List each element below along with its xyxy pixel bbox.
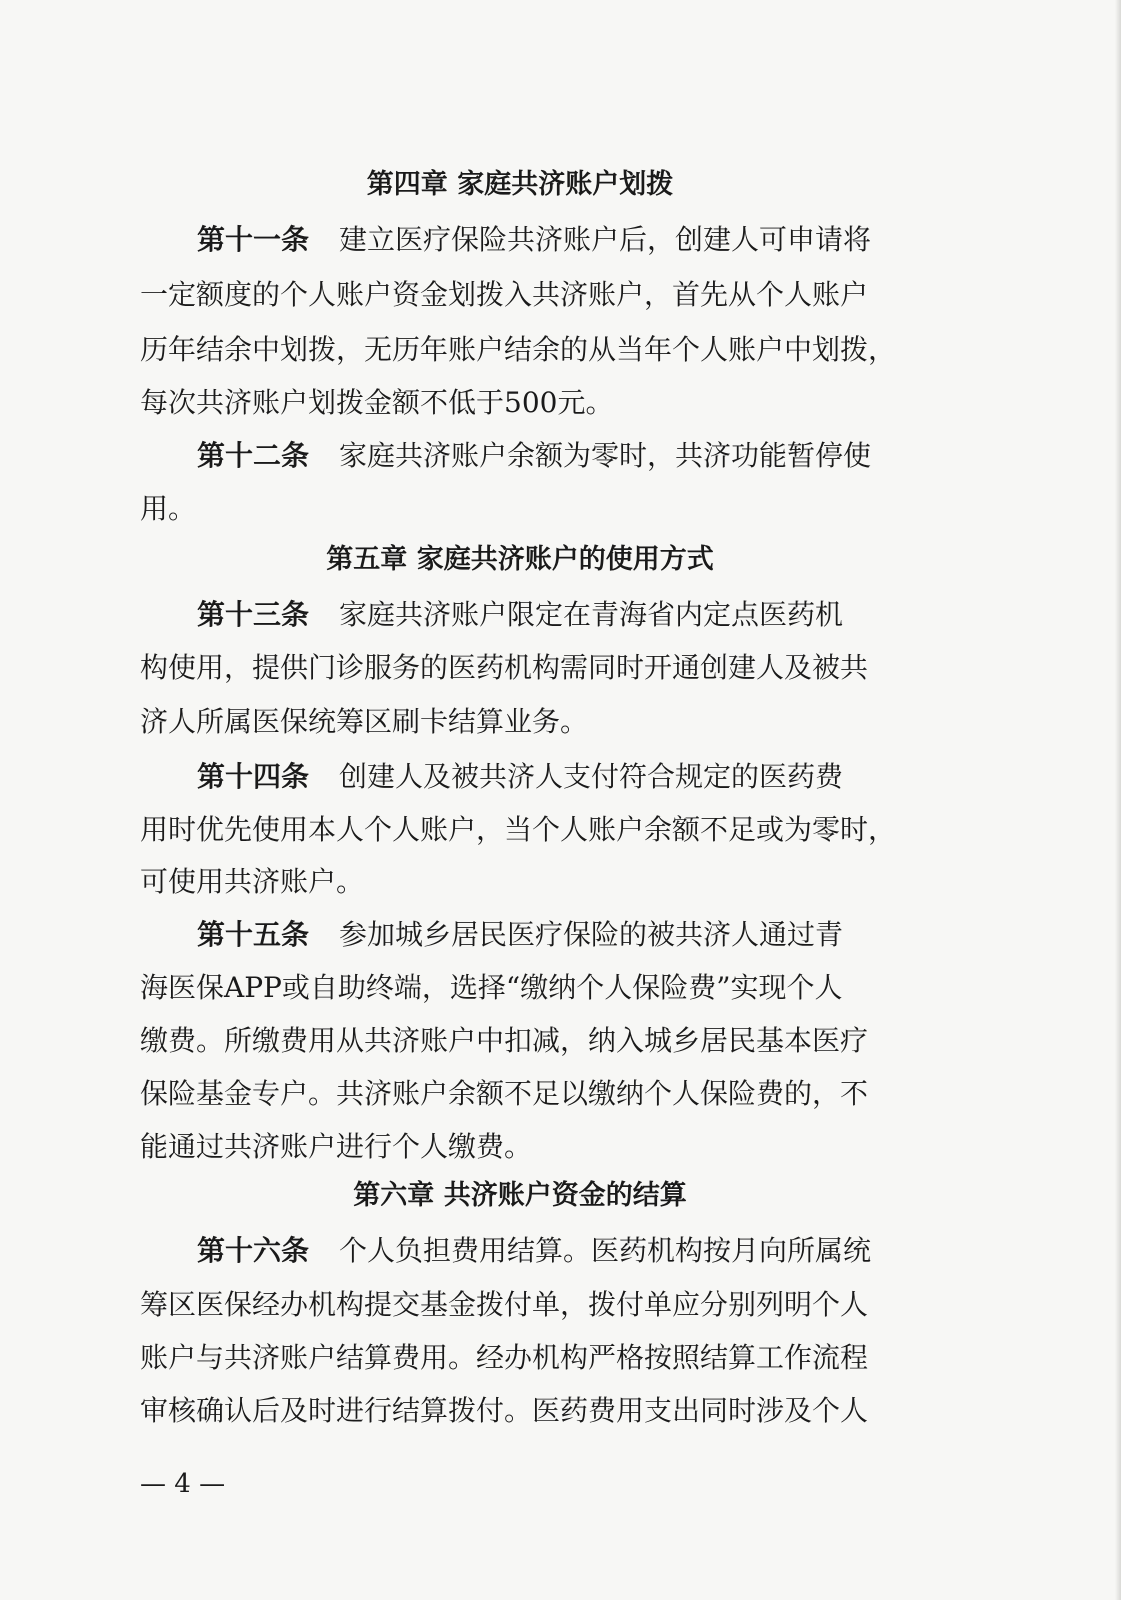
article-11-line-3: 历年结余中划拨，无历年账户结余的从当年个人账户中划拨， bbox=[140, 333, 897, 366]
page-edge bbox=[1115, 0, 1121, 1600]
article-14-text-1: 创建人及被共济人支付符合规定的医药费 bbox=[339, 760, 844, 793]
article-11-line-2: 一定额度的个人账户资金划拨入共济账户，首先从个人账户 bbox=[140, 278, 869, 311]
article-12-line-1 bbox=[197, 436, 920, 476]
article-16-line-4: 审核确认后及时进行结算拨付。医药费用支出同时涉及个人 bbox=[140, 1394, 869, 1427]
chapter-6-heading: 第六章 共济账户资金的结算 bbox=[353, 1180, 687, 1211]
article-12-label: 第十二条 bbox=[197, 439, 310, 472]
article-15-line-5: 能通过共济账户进行个人缴费。 bbox=[140, 1130, 533, 1163]
article-14-label: 第十四条 bbox=[197, 760, 310, 793]
article-15-line-2: 海医保APP或自助终端，选择“缴纳个人保险费”实现个人 bbox=[140, 971, 843, 1004]
article-14-line-1 bbox=[197, 757, 920, 797]
article-16-line-3: 账户与共济账户结算费用。经办机构严格按照结算工作流程 bbox=[140, 1341, 869, 1374]
article-11-text-1: 建立医疗保险共济账户后，创建人可申请将 bbox=[339, 223, 872, 256]
article-14-line-3: 可使用共济账户。 bbox=[140, 865, 365, 898]
article-13-text-1: 家庭共济账户限定在青海省内定点医药机 bbox=[339, 598, 844, 631]
article-15-text-1: 参加城乡居民医疗保险的被共济人通过青 bbox=[339, 918, 844, 951]
article-13-line-1 bbox=[197, 595, 920, 635]
chapter-4-heading: 第四章 家庭共济账户划拨 bbox=[366, 169, 674, 200]
article-16-label: 第十六条 bbox=[197, 1234, 310, 1267]
page-number: — 4 — bbox=[140, 1469, 226, 1499]
article-11-label: 第十一条 bbox=[197, 223, 310, 256]
article-11-line-1 bbox=[197, 220, 920, 260]
article-16-line-2: 筹区医保经办机构提交基金拨付单，拨付单应分别列明个人 bbox=[140, 1288, 869, 1321]
article-13-label: 第十三条 bbox=[197, 598, 310, 631]
article-15-line-4: 保险基金专户。共济账户余额不足以缴纳个人保险费的，不 bbox=[140, 1077, 869, 1110]
article-11-line-4: 每次共济账户划拨金额不低于500元。 bbox=[140, 386, 614, 419]
article-16-text-1: 个人负担费用结算。医药机构按月向所属统 bbox=[339, 1234, 872, 1267]
article-12-text-1: 家庭共济账户余额为零时，共济功能暂停使 bbox=[339, 439, 872, 472]
article-12-line-2: 用。 bbox=[140, 492, 197, 525]
article-16-line-1 bbox=[197, 1231, 920, 1271]
chapter-5-heading: 第五章 家庭共济账户的使用方式 bbox=[326, 544, 714, 575]
article-14-line-2: 用时优先使用本人个人账户，当个人账户余额不足或为零时， bbox=[140, 813, 897, 846]
article-13-line-2: 构使用，提供门诊服务的医药机构需同时开通创建人及被共 bbox=[140, 651, 869, 684]
article-15-line-1 bbox=[197, 915, 920, 955]
article-15-label: 第十五条 bbox=[197, 918, 310, 951]
article-15-line-3: 缴费。所缴费用从共济账户中扣减，纳入城乡居民基本医疗 bbox=[140, 1024, 869, 1057]
article-13-line-3: 济人所属医保统筹区刷卡结算业务。 bbox=[140, 705, 589, 738]
